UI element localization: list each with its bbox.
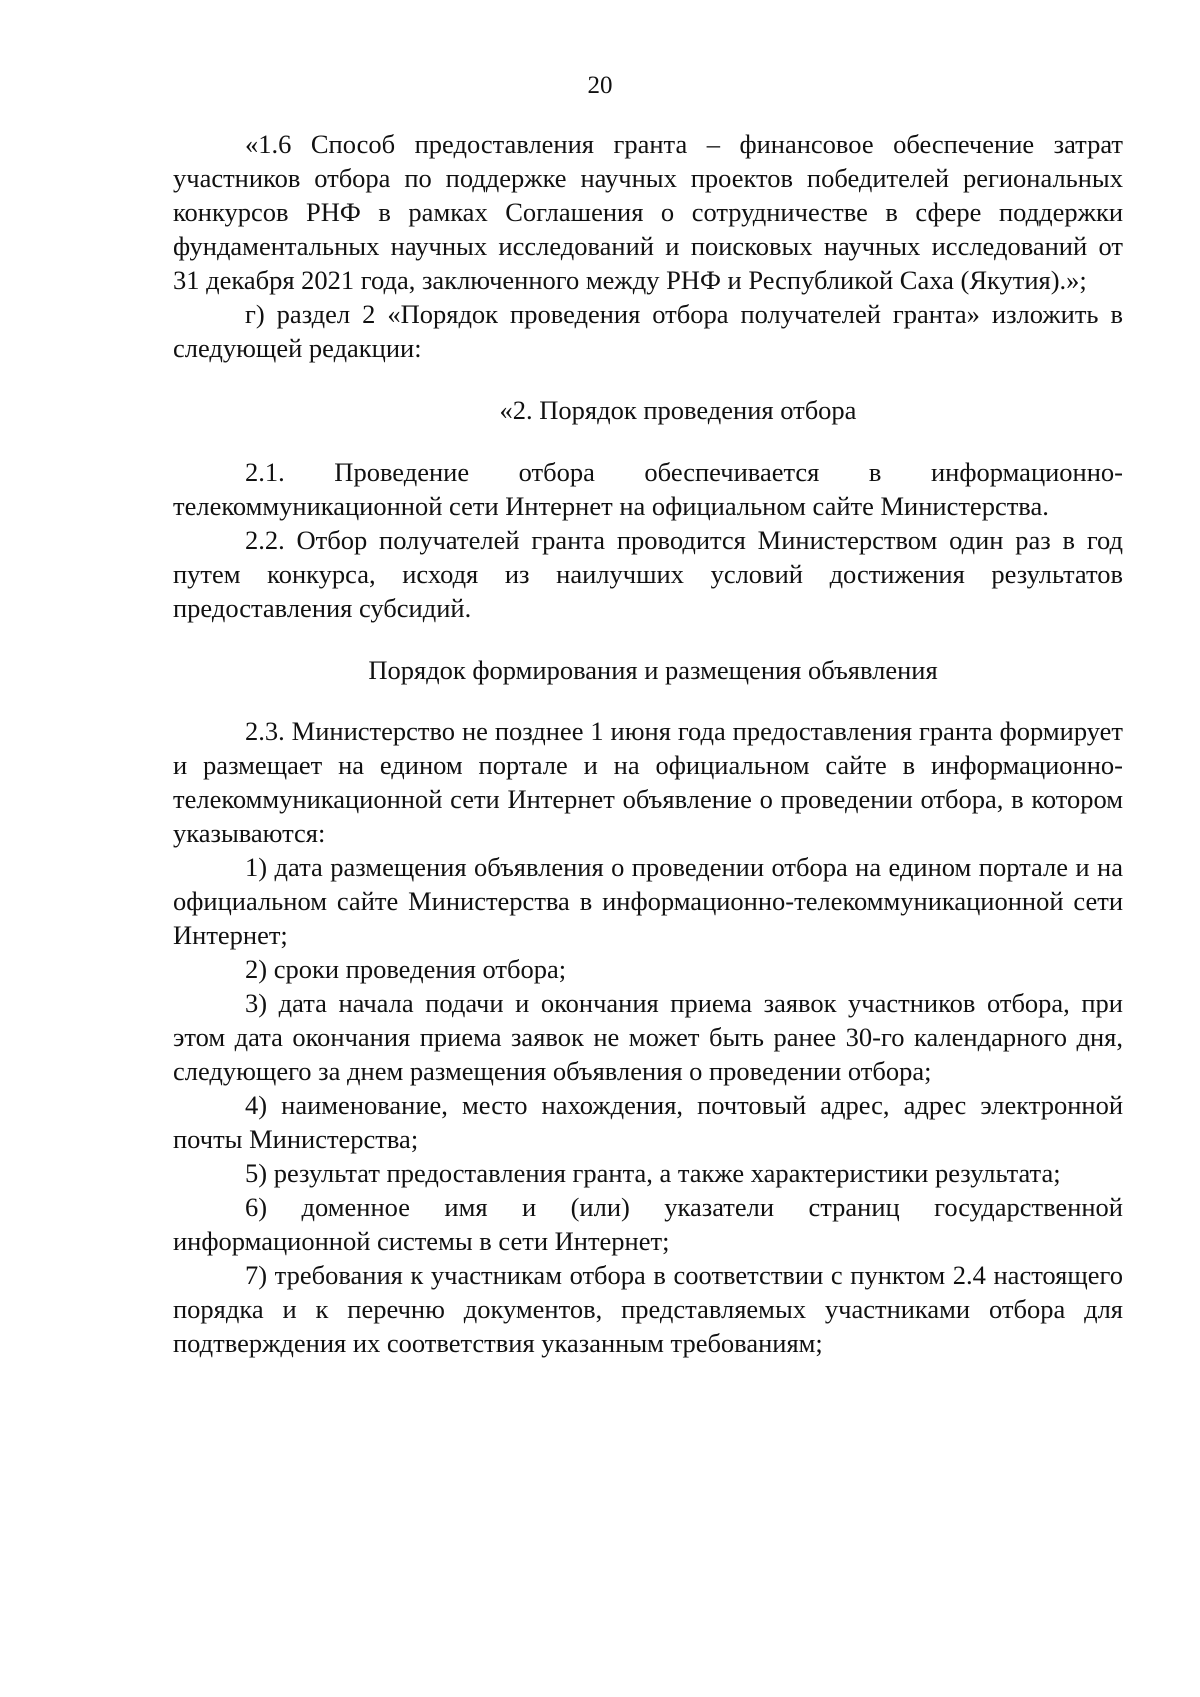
page-number: 20 (587, 72, 613, 99)
paragraph-2-3: 2.3. Министерство не позднее 1 июня года предоставления гранта формирует и размещает на едином портале и на официальном сайте в информационно-телекоммуникационной сети Интернет объявление о проведении отбора, в котором указываются: (173, 716, 1123, 848)
paragraph-2-2: 2.2. Отбор получателей гранта проводится Министерством один раз в год путем конкурса, исходя из наилучших условий достижения результатов предоставления субсидий. (173, 525, 1123, 623)
paragraph-2-1: 2.1. Проведение отбора обеспечивается в информационно-телекоммуникационной сети Интернет на официальном сайте Министерства. (173, 457, 1123, 521)
paragraph-1-6: «1.6 Способ предоставления гранта – финансовое обеспечение затрат участников отбора по поддержке научных проектов победителей региональных конкурсов РНФ в рамках Соглашения о сотрудничестве в сфере поддержки фундаментальных научных исследований и поисковых научных исследований от 31 декабря 2021 года, заключенного между РНФ и Республикой Саха (Якутия).»; (173, 129, 1123, 295)
list-item-3: 3) дата начала подачи и окончания приема заявок участников отбора, при этом дата окончания приема заявок не может быть ранее 30-го календарного дня, следующего за днем размещения объявления о проведении отбора; (173, 988, 1123, 1086)
list-item-4: 4) наименование, место нахождения, почтовый адрес, адрес электронной почты Министерства; (173, 1090, 1123, 1154)
section-2-heading: «2. Порядок проведения отбора (499, 395, 857, 425)
list-item-2: 2) сроки проведения отбора; (245, 954, 567, 984)
paragraph-g: г) раздел 2 «Порядок проведения отбора получателей гранта» изложить в следующей редакции: (173, 299, 1123, 363)
list-item-7: 7) требования к участникам отбора в соответствии с пунктом 2.4 настоящего порядка и к перечню документов, представляемых участниками отбора для подтверждения их соответствия указанным требованиям; (173, 1260, 1123, 1358)
list-item-5: 5) результат предоставления гранта, а также характеристики результата; (245, 1158, 1061, 1188)
list-item-1: 1) дата размещения объявления о проведении отбора на едином портале и на официальном сайте Министерства в информационно-телекоммуникационной сети Интернет; (173, 852, 1123, 950)
list-item-6: 6) доменное имя и (или) указатели страниц государственной информационной системы в сети Интернет; (173, 1192, 1123, 1256)
document-body (173, 127, 1123, 1360)
subsection-heading: Порядок формирования и размещения объявления (368, 655, 938, 685)
